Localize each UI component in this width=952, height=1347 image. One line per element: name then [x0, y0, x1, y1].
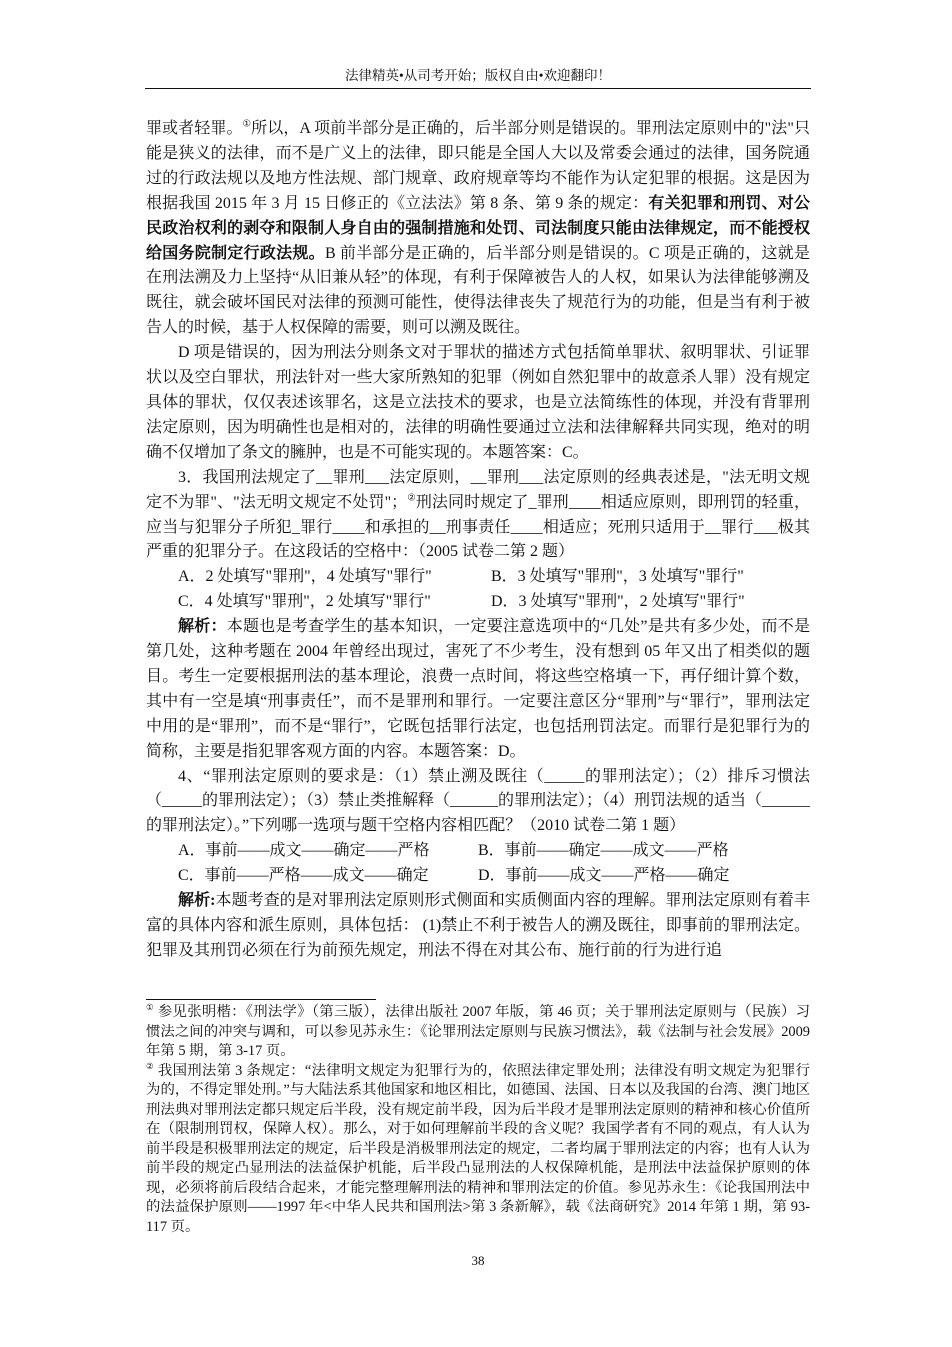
option-a: A．2 处填写"罪刑"，4 处填写"罪行"	[178, 568, 432, 586]
main-text	[146, 117, 810, 964]
option-d: D．事前——成文——严格——确定	[478, 867, 730, 885]
bold-statute-quote: 有关犯罪和刑罚、对公民政治权利的剥夺和限制人身自由的强制措施和处罚、司法制度只能由法律规定，而不能授权给国务院制定行政法规。	[146, 194, 810, 262]
analysis-text: 本题考查的是对罪刑法定原则形式侧面和实质侧面内容的理解。罪刑法定原则有着丰富的具体内容和派生原则，具体包括： (1)禁止不利于被告人的溯及既往，即事前的罪刑法定。犯罪及其刑罚必须在行为前预先规定，刑法不得在对其公布、施行前的行为进行追	[146, 892, 810, 959]
page-number: 38	[471, 1253, 485, 1268]
text-segment: 刑法同时规定了_罪刑____相适应原则，即刑罚的轻重，应当与犯罪分子所犯_罪行____和承担的__刑事责任____相适应；死刑只适用于__罪行___极其严重的犯罪分子。在这段话的空格中：（2005 试卷二第 2 题）	[146, 493, 810, 561]
footnote-text: 我国刑法第 3 条规定：“法律明文规定为犯罪行为的，依照法律定罪处刑；法律没有明文规定为犯罪行为的，不得定罪处刑。”与大陆法系其他国家和地区相比，如德国、法国、日本以及我国的台湾、澳门地区刑法典对罪刑法定都只规定后半段，没有规定前半段，因为后半段才是罪刑法定原则的精神和核心价值所在（限制刑罚权，保障人权）。那么，对于如何理解前半段的含义呢？我国学者有不同的观点，有人认为前半段是积极罪刑法定的规定，后半段是消极罪刑法定的规定，二者均属于罪刑法定的内容；也有人认为前半段的规定凸显刑法的法益保护机能，后半段凸显刑法的人权保障机能，是刑法中法益保护原则的体现，必须将前后段结合起来，才能完整理解刑法的精神和罪刑法定的价值。参见苏永生：《论我国刑法中的法益保护原则——1997 年<中华人民共和国刑法>第 3 条新解》，载《法商研究》2014 年第 1 期，第 93-117 页。	[146, 1062, 811, 1235]
question-3-analysis	[146, 615, 810, 764]
option-c: C．4 处填写"罪刑"，2 处填写"罪行"	[178, 593, 431, 611]
question-3-options-row-1	[146, 565, 810, 590]
footnote-text: 参见张明楷：《刑法学》（第三版），法律出版社 2007 年版，第 46 页；关于罪刑法定原则与（民族）习惯法之间的冲突与调和，可以参见苏永生：《论罪刑法定原则与民族习惯法》，载《法制与社会发展》2009 年第 5 期，第 3-17 页。	[146, 1004, 811, 1059]
paragraph-option-d: D 项是错误的，因为刑法分则条文对于罪状的描述方式包括简单罪状、叙明罪状、引证罪状以及空白罪状，刑法针对一些大家所熟知的犯罪（例如自然犯罪中的故意杀人罪）没有规定具体的罪状，仅仅表述该罪名，这是立法技术的要求，也是立法简练性的体现，并没有背罪刑法定原则，因为明确性也是相对的，法律的明确性要通过立法和法律解释共同实现，绝对的明确不仅增加了条文的臃肿，也是不可能实现的。本题答案：C。	[146, 344, 810, 461]
text-segment: 3．我国刑法规定了__罪刑___法定原则，__罪刑___法定原则的经典表述是，"法无明文规定不为罪"、"法无明文规定不处罚"；	[146, 468, 810, 511]
footnote-1	[146, 1003, 810, 1062]
question-3-stem	[146, 466, 810, 566]
analysis-label: 解析：	[178, 618, 227, 636]
text-segment: 罪或者轻罪。	[146, 120, 243, 137]
question-4-options-row-2	[146, 864, 810, 889]
running-header: 法律精英•从司考开始；版权自由•欢迎翻印！	[345, 68, 611, 83]
footnote-ref-2: ②	[407, 493, 416, 504]
header-rule	[145, 88, 811, 89]
text-segment: B 前半部分是正确的，后半部分则是错误的。C 项是正确的，这就是在刑法溯及力上坚持“从旧兼从轻”的体现，有利于保障被告人的人权，如果认为法律能够溯及既往，就会破坏国民对法律的预测可能性，使得法律丧失了规范行为的功能，但是当有利于被告人的时候，基于人权保障的需要，则可以溯及既往。	[146, 244, 810, 337]
footnote-marker: ②	[146, 1060, 154, 1071]
question-4-analysis	[146, 889, 810, 964]
footnote-2	[146, 1062, 810, 1238]
footnote-marker: ①	[146, 1002, 154, 1013]
analysis-label: 解析:	[178, 892, 216, 910]
question-4-options-row-1	[146, 839, 810, 864]
analysis-text: 本题也是考查学生的基本知识，一定要注意选项中的“几处”是共有多少处，而不是第几处，这种考题在 2004 年曾经出现过，害死了不少考生，没有想到 05 年又出了相类似的题目。考生一定要根据刑法的基本理论，浪费一点时间，将这些空格填一下，再仔细计算个数，其中有一空是填“刑事责任”，而不是罪刑和罪行。一定要注意区分“罪刑”与“罪行”，罪刑法定中用的是“罪刑”，而不是“罪行”，它既包括罪行法定，也包括刑罚法定。而罪行是犯罪行为的简称，主要是指犯罪客观方面的内容。本题答案：D。	[146, 618, 810, 760]
question-3-options-row-2	[146, 590, 810, 615]
question-4-stem: 4、“罪刑法定原则的要求是：（1）禁止溯及既往（_____的罪刑法定）；（2）排斥习惯法（_____的罪刑法定）；（3）禁止类推解释（______的罪刑法定）；（4）刑罚法规的适当（______的罪刑法定）。”下列哪一选项与题干空格内容相匹配？（2010 试卷二第 1 题）	[146, 767, 811, 835]
option-a: A．事前——成文——确定——严格	[178, 842, 430, 860]
option-b: B．3 处填写"罪刑"，3 处填写"罪行"	[491, 568, 744, 586]
option-b: B．事前——确定——成文——严格	[478, 842, 729, 860]
footnotes	[146, 1003, 810, 1237]
footnote-ref-1: ①	[242, 119, 252, 130]
footnote-rule	[146, 999, 376, 1000]
paragraph-continuation	[146, 117, 810, 341]
option-d: D．3 处填写"罪刑"，2 处填写"罪行"	[491, 593, 745, 611]
option-c: C．事前——严格——成文——确定	[178, 867, 429, 885]
text-segment: 所以，A 项前半部分是正确的，后半部分则是错误的。罪刑法定原则中的"法"只能是狭义的法律，而不是广义上的法律，即只能是全国人大以及常委会通过的法律，国务院通过的行政法规以及地方性法规、部门规章、政府规章等均不能作为认定犯罪的根据。这是因为根据我国 2015 年 3 月 15 日修正的《立法法》第 8 条、第 9 条的规定：	[146, 120, 810, 212]
